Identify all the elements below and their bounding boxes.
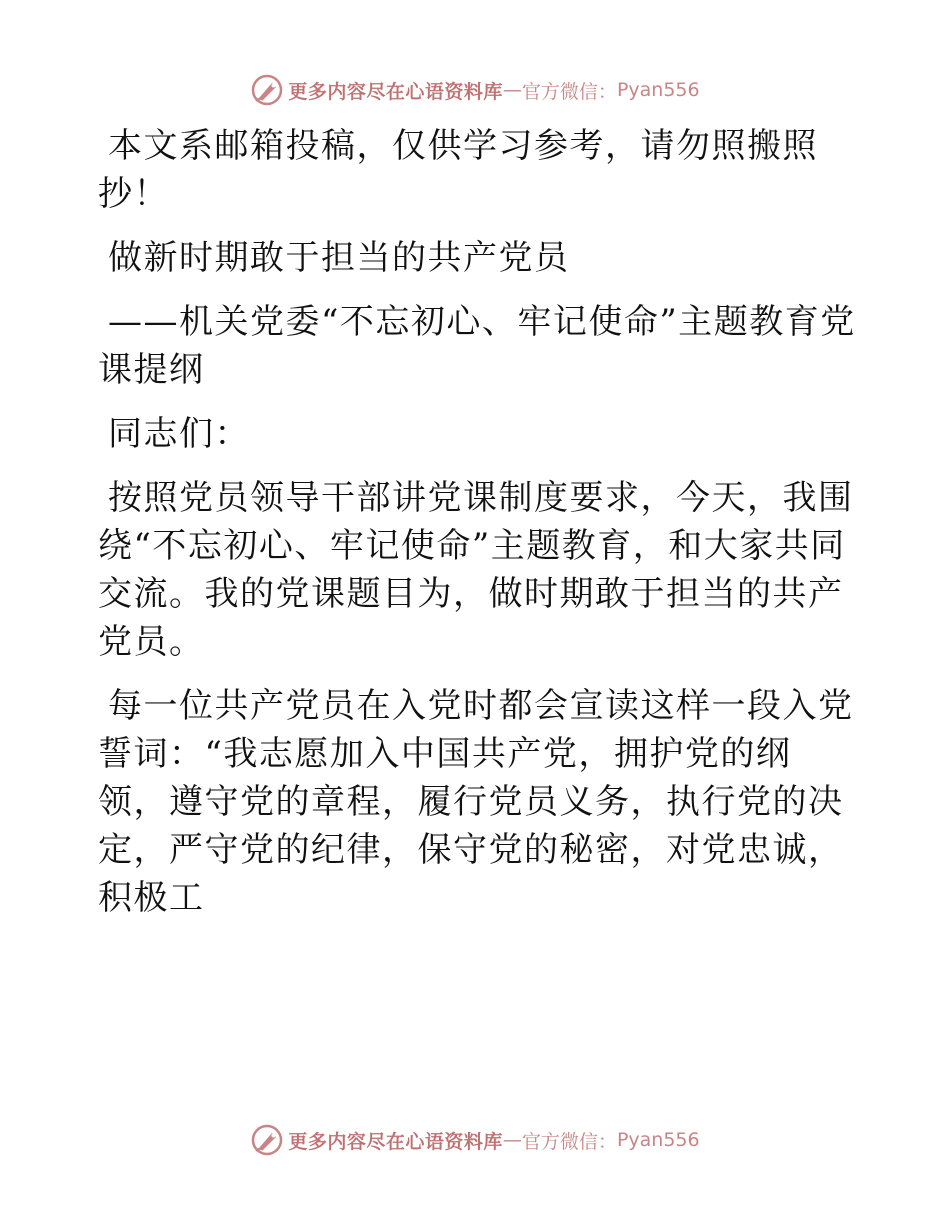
body-paragraph: 每一位共产党员在入党时都会宣读这样一段入党誓词：“我志愿加入中国共产党，拥护党的纲领，遵守党的章程，履行党员义务，执行党的决定，严守党的纪律，保守党的秘密，对党忠诚，积极工 [98, 686, 854, 918]
document-title: 做新时期敢于担当的共产党员 [108, 238, 570, 278]
body-paragraph: 按照党员领导干部讲党课制度要求，今天，我围绕“不忘初心、牢记使命”主题教育，和大家共同交流。我的党课题目为，做时期敢于担当的共产党员。 [98, 478, 854, 662]
document-body [98, 122, 858, 938]
header-watermark [0, 72, 950, 108]
watermark-wechat-label: 官方微信： [521, 1130, 617, 1153]
salutation: 同志们： [108, 414, 250, 454]
pen-nib-circle-icon [250, 1123, 284, 1157]
watermark-separator: — [502, 1129, 522, 1151]
watermark-wechat-label: 官方微信： [521, 80, 617, 103]
watermark-brand-text: 更多内容尽在心语资料库 [288, 1130, 503, 1153]
watermark-separator: — [502, 79, 522, 101]
watermark-account: Pyan556 [616, 79, 700, 101]
watermark-brand-text: 更多内容尽在心语资料库 [288, 80, 503, 103]
document-subtitle: ——机关党委“不忘初心、牢记使命”主题教育党课提纲 [98, 302, 856, 390]
pen-nib-circle-icon [250, 73, 284, 107]
watermark-account: Pyan556 [616, 1129, 700, 1151]
disclaimer-paragraph: 本文系邮箱投稿，仅供学习参考，请勿照搬照抄！ [98, 126, 818, 214]
footer-watermark [0, 1122, 950, 1158]
